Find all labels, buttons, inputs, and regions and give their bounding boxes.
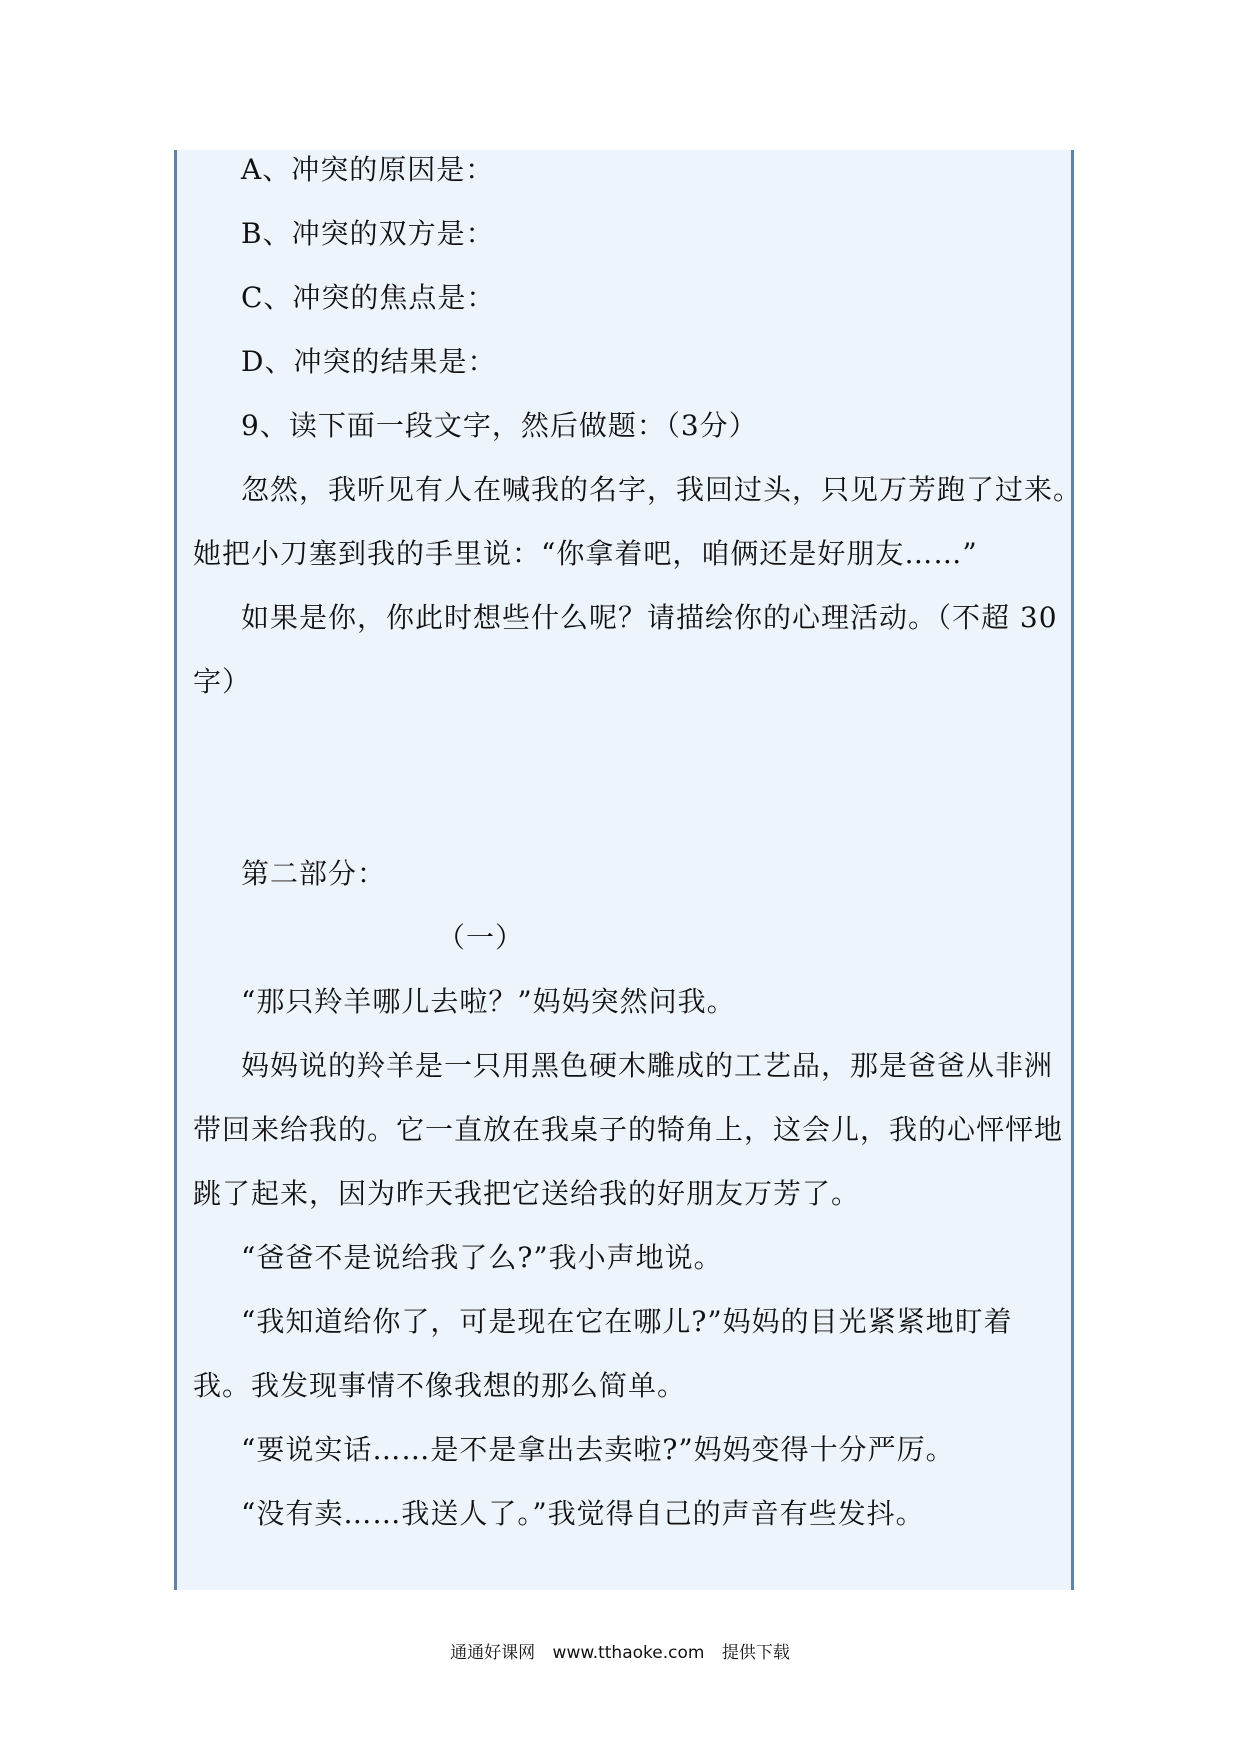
question-9-title: 9、读下面一段文字，然后做题：（3分） xyxy=(241,409,758,442)
item-a: A、冲突的原因是： xyxy=(241,153,495,186)
footer-suffix: 提供下载 xyxy=(721,1643,790,1663)
section-heading: （一） xyxy=(437,921,525,954)
paragraph-line: “爸爸不是说给我了么?”我小声地说。 xyxy=(241,1241,723,1274)
document-panel xyxy=(174,150,1083,1590)
page-footer xyxy=(0,1638,1240,1663)
item-c: C、冲突的焦点是： xyxy=(241,281,496,314)
item-d: D、冲突的结果是： xyxy=(241,345,497,378)
question-9-passage-line-1: 忽然，我听见有人在喊我的名字，我回过头，只见万芳跑了过来。 xyxy=(241,473,1083,506)
item-b: B、冲突的双方是： xyxy=(241,217,495,250)
paragraph-line: “我知道给你了，可是现在它在哪儿?”妈妈的目光紧紧地盯着 xyxy=(241,1305,1013,1338)
paragraph-line: 妈妈说的羚羊是一只用黑色硬木雕成的工艺品，那是爸爸从非洲 xyxy=(241,1049,1054,1082)
paragraph-line: 我。我发现事情不像我想的那么简单。 xyxy=(193,1369,687,1402)
footer-url[interactable]: www.tthaoke.com xyxy=(552,1643,705,1663)
question-9-prompt-line-1: 如果是你，你此时想些什么呢？请描绘你的心理活动。（不超 30 xyxy=(241,601,1058,634)
paragraph-line: “那只羚羊哪儿去啦？”妈妈突然问我。 xyxy=(241,985,736,1018)
question-9-prompt-line-2: 字） xyxy=(193,665,252,698)
paragraph-line: 带回来给我的。它一直放在我桌子的犄角上，这会儿，我的心怦怦地 xyxy=(193,1113,1064,1146)
footer-site-name: 通通好课网 xyxy=(450,1643,536,1663)
paragraph-line: 跳了起来，因为昨天我把它送给我的好朋友万芳了。 xyxy=(193,1177,861,1210)
paragraph-line: “没有卖……我送人了。”我觉得自己的声音有些发抖。 xyxy=(241,1497,925,1530)
paragraph-line: “要说实话……是不是拿出去卖啦?”妈妈变得十分严厉。 xyxy=(241,1433,955,1466)
question-9-passage-line-2: 她把小刀塞到我的手里说：“你拿着吧，咱俩还是好朋友……” xyxy=(193,537,978,570)
part-2-heading: 第二部分： xyxy=(241,857,387,890)
